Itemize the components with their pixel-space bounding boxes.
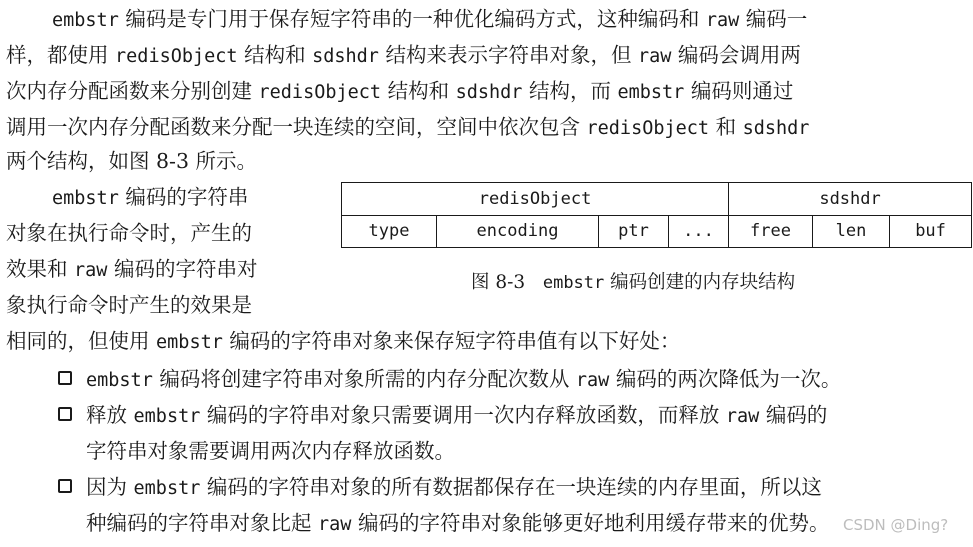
memory-block-figure bbox=[341, 182, 972, 248]
bullet2-line1: 释放 embstr 编码的字符串对象只需要调用一次内存释放函数，而释放 raw 编码的 bbox=[86, 403, 828, 427]
cell-len: len bbox=[813, 215, 890, 248]
figure-caption-number: 图 8-3 bbox=[471, 272, 526, 293]
cell-ptr: ptr bbox=[599, 215, 669, 248]
figure-header-row bbox=[342, 183, 972, 216]
paragraph2-line4: 象执行命令时产生的效果是 bbox=[6, 293, 252, 317]
paragraph2-line5: 相同的，但使用 embstr 编码的字符串对象来保存短字符串值有以下好处： bbox=[6, 329, 681, 353]
checkbox-bullet-icon bbox=[58, 371, 72, 385]
cell-type: type bbox=[342, 215, 437, 248]
header-sdshdr: sdshdr bbox=[729, 183, 972, 216]
checkbox-bullet-icon bbox=[58, 407, 72, 421]
paragraph1-line1: embstr 编码是专门用于保存短字符串的一种优化编码方式，这种编码和 raw 编码一 bbox=[52, 7, 808, 31]
paragraph1-line3: 次内存分配函数来分别创建 redisObject 结构和 sdshdr 结构，而 embstr 编码则通过 bbox=[6, 79, 794, 103]
header-redisobject: redisObject bbox=[342, 183, 729, 216]
paragraph1-line4: 调用一次内存分配函数来分配一块连续的空间，空间中依次包含 redisObject 和 sdshdr bbox=[6, 115, 810, 139]
csdn-watermark: CSDN @Ding? bbox=[843, 516, 949, 534]
paragraph1-line2: 样，都使用 redisObject 结构和 sdshdr 结构来表示字符串对象，但 raw 编码会调用两 bbox=[6, 43, 801, 67]
cell-free: free bbox=[729, 215, 813, 248]
paragraph2-line2: 对象在执行命令时，产生的 bbox=[6, 221, 252, 245]
bullet1-line1: embstr 编码将创建字符串对象所需的内存分配次数从 raw 编码的两次降低为一次。 bbox=[86, 367, 842, 391]
figure-caption: 图 8-3 embstr 编码创建的内存块结构 bbox=[471, 272, 796, 293]
cell-encoding: encoding bbox=[437, 215, 599, 248]
cell-buf: buf bbox=[890, 215, 972, 248]
bullet3-line2: 种编码的字符串对象比起 raw 编码的字符串对象能够更好地利用缓存带来的优势。 bbox=[86, 511, 830, 535]
figure-cell-row bbox=[342, 215, 972, 248]
paragraph1-line5: 两个结构，如图 8-3 所示。 bbox=[6, 149, 258, 173]
bullet3-line1: 因为 embstr 编码的字符串对象的所有数据都保存在一块连续的内存里面，所以这 bbox=[86, 475, 822, 499]
bullet2-line2: 字符串对象需要调用两次内存释放函数。 bbox=[86, 439, 455, 463]
checkbox-bullet-icon bbox=[58, 479, 72, 493]
cell-ellipsis: ... bbox=[669, 215, 729, 248]
paragraph2-line3: 效果和 raw 编码的字符串对 bbox=[6, 257, 258, 281]
paragraph2-line1: embstr 编码的字符串 bbox=[52, 185, 249, 209]
